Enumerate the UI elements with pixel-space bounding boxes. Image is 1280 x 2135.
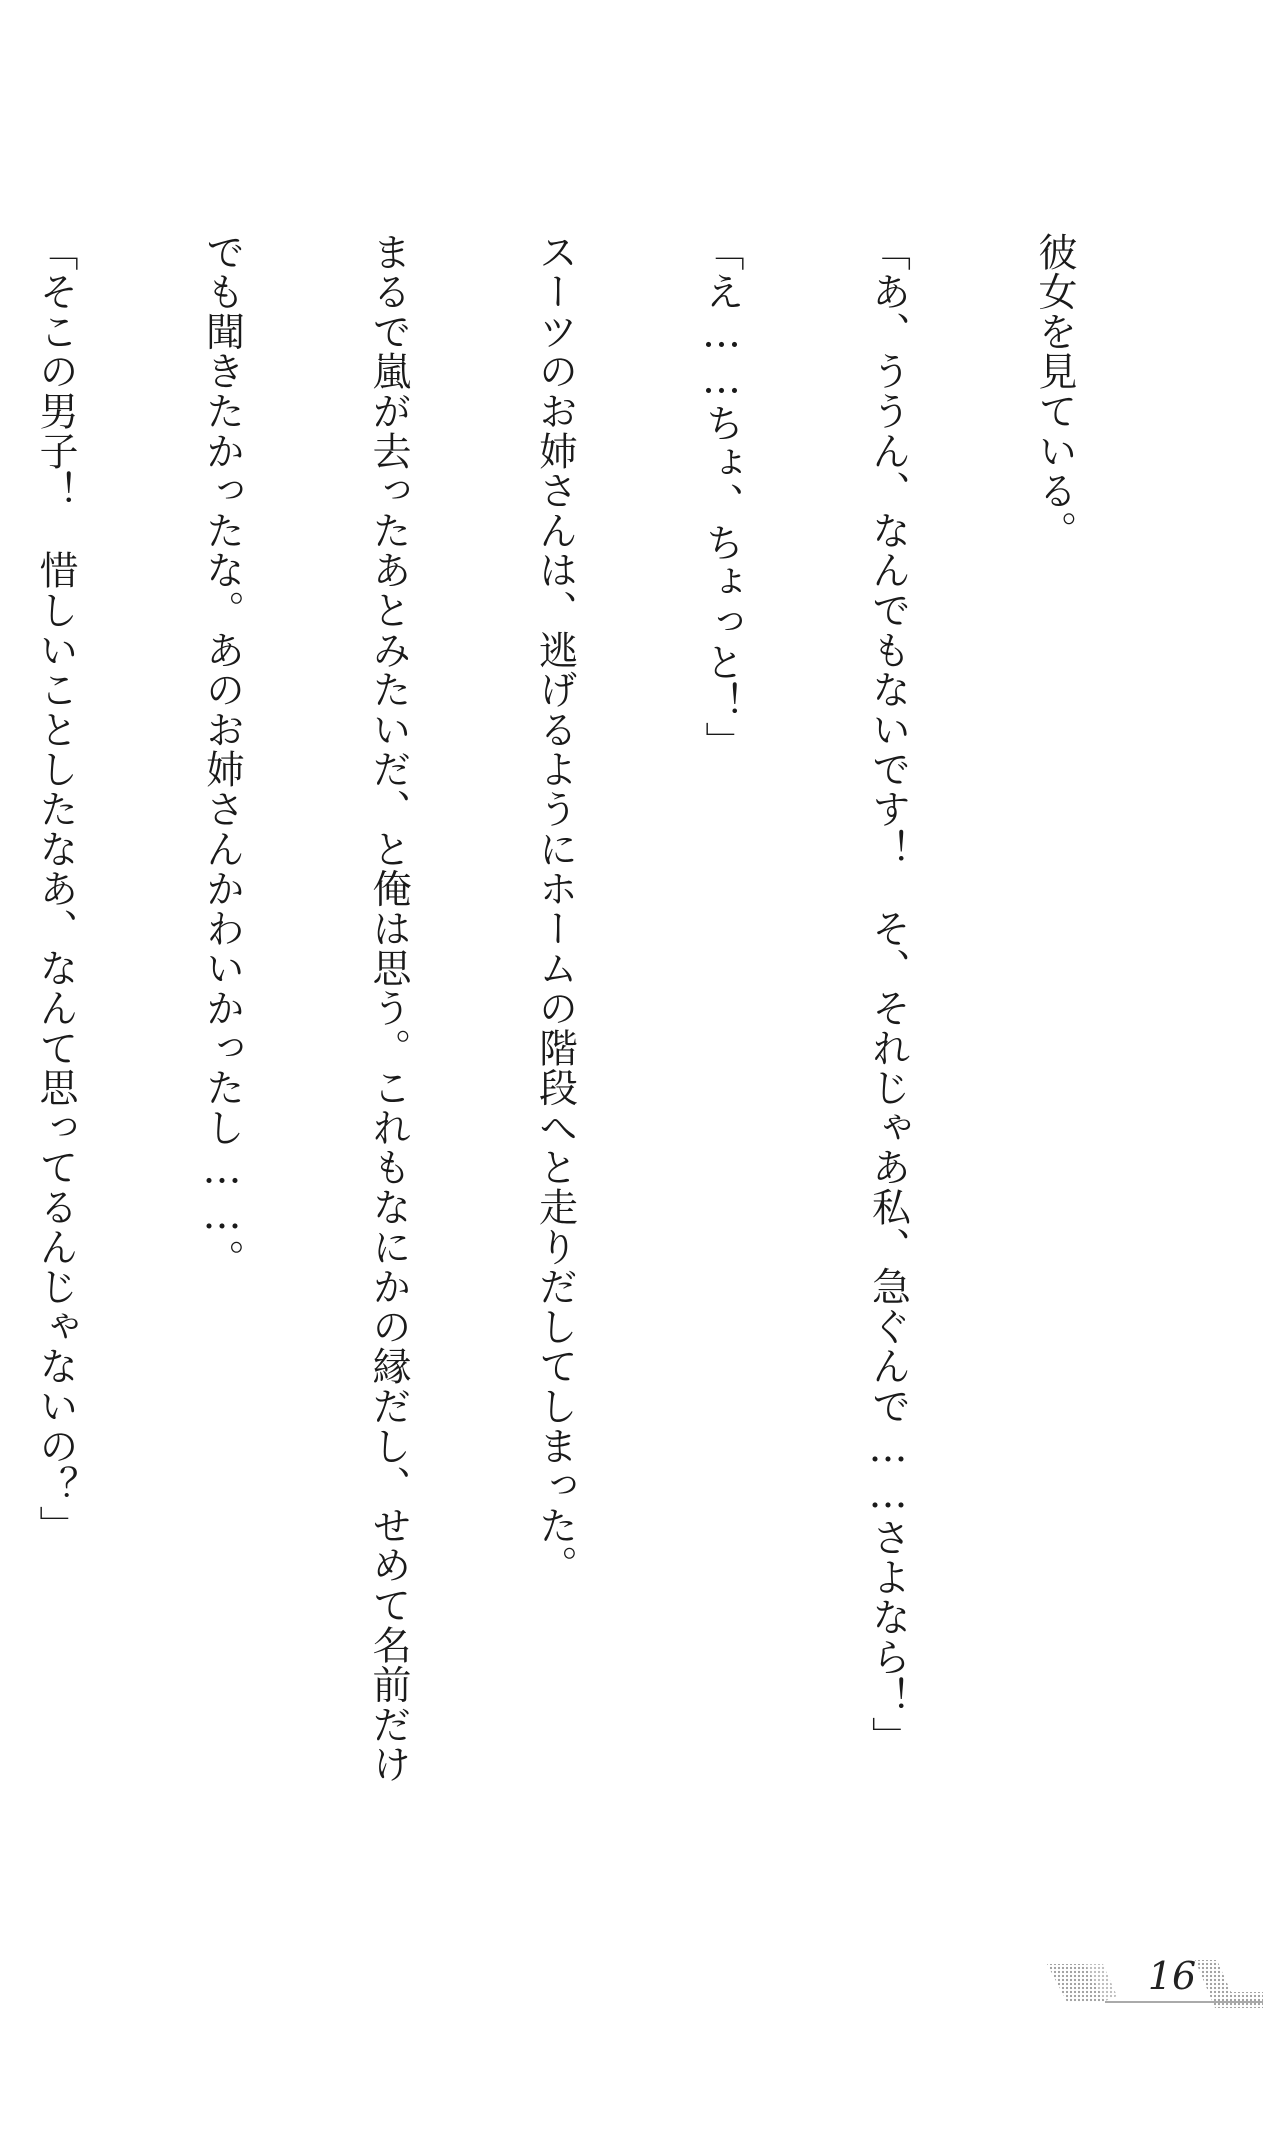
text-line: まるで嵐が去ったあとみたいだ、と俺は思う。これもなにかの縁だし、せめて名前だけ (366, 232, 411, 1785)
page-number: 16 (1147, 1954, 1197, 1998)
text-line: 「あ、ううん、なんでもないです！ そ、それじゃあ私、急ぐんで……さよなら！」 (865, 232, 911, 1757)
text-line: 「え……ちょ、ちょっと！」 (699, 232, 744, 762)
body-text (0, 232, 1193, 1992)
text-line: でも聞きたかったな。あのお姉さんかわいかったし……。 (199, 232, 245, 1279)
text-line: スーツのお姉さんは、逃げるようにホームの階段へと走りだしてしまった。 (532, 232, 578, 1586)
text-line: 「そこの男子！ 惜しいことしたなあ、なんて思ってるんじゃないの？」 (33, 232, 78, 1546)
page-number-folio (1045, 1950, 1265, 2010)
text-line: 彼女を見ている。 (1032, 232, 1077, 551)
